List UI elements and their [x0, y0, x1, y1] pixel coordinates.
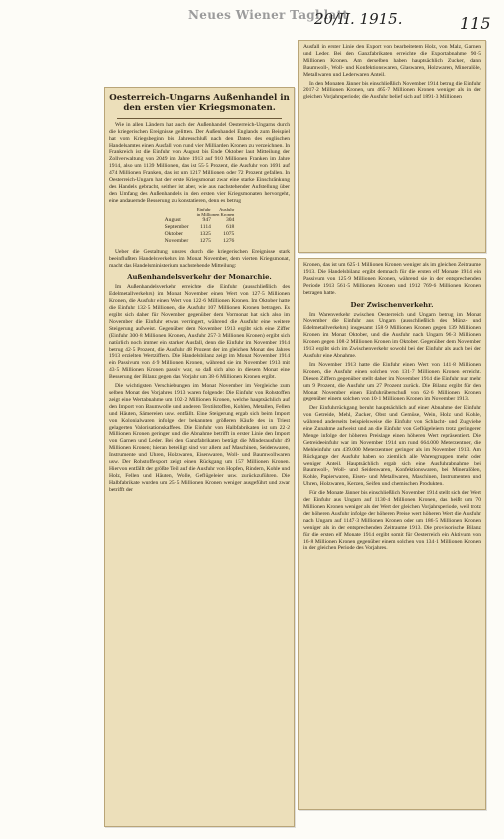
table-cell-month: September [164, 223, 189, 230]
table-cell-export: 1075 [223, 230, 235, 237]
table-cell-import: 947 [202, 216, 211, 223]
trade-table [161, 207, 239, 245]
handwritten-date: 20/II. 1915. [314, 10, 403, 28]
table-row [161, 217, 239, 224]
section2-paragraph: Im November 1913 hatte die Einfuhr einen Wert von 141·8 Millionen Kronen, die Ausfuhr einen solchen von 131·7 Millionen Kronen erreicht. Diesen Ziffern gegenüber stellt daher im November 1914 die Einfuhr nur mehr um 9 Prozent, die Ausfuhr um 27 Prozent zurück. Die Bilanz ergibt für den Monat November einen Einfuhrüberschuß von 62·6 Millionen Kronen gegenüber einem solchen von 10·1 Millionen Kronen im November 1913. [303, 361, 481, 403]
table-row [161, 238, 239, 245]
table-cell-import: 1114 [200, 223, 211, 230]
table-cell-export: 1276 [223, 237, 235, 244]
section-title-foreign-trade: Außenhandelsverkehr der Monarchie. [127, 273, 272, 282]
section-title-intermediate-trade: Der Zwischenverkehr. [350, 300, 434, 309]
col1-paragraph: Ueber die Gestaltung unsres durch die kriegerischen Ereignisse stark beeinflußten Handelsverkehrs im Monat November, dem vierten Kriegsmonat, macht das Handelsministerium nachstehende Mitteilung: [109, 248, 290, 269]
table-cell-month: November [164, 237, 189, 244]
col2a-paragraph: Ausfall in erster Linie den Export von bearbeitetem Holz, von Malz, Garnen und Leder. Bei den Ganzfabrikaten erreichte die Exportabnahme 90·5 Millionen Kronen. Am derselben haben hauptsächlich Zucker, dann Baumwoll-, Woll- und Konfektionswaren, Glaswaren, Holzwaren, Mineralöle, Metallwaren und Lederwaren Anteil. [303, 44, 481, 78]
table-header-export: Ausfuhr [219, 206, 235, 212]
table-cell-month: Oktober [164, 230, 183, 237]
table-cell-import: 1325 [199, 230, 211, 237]
section1-paragraph: Im Außenhandelsverkehr erreichte die Einfuhr (ausschließlich des Edelmetallverkehrs) im Monat November einen Wert von 127·5 Millionen Kronen, die Ausfuhr einen Wert von 122·6 Millionen Kronen. Im Oktober hatte die Einfuhr 132·5 Millionen, die Ausfuhr 107 Millionen Kronen betragen. Es ergibt sich daher für November gegenüber dem Vormonat hat sich also im November die Einfuhr etwas verringert, während die Ausfuhr eine weitere Steigerung aufweist. Gegenüber dem November 1913 ergibt sich eine Ziffer (Einfuhr 300·8 Millionen Kronen, Ausfuhr 257·3 Millionen Kronen) ergibt sich natürlich noch immer ein starker Ausfall, denn die Einfuhr im November 1914 betrug 42·5 Prozent, die Ausfuhr 48 Prozent der im gleichen Monat des Jahres 1913 erzielten Wertziffern. Die Handelsbilanz zeigt im Monat November 1914 ein Passivum von 4·9 Millionen Kronen, während sie im November 1913 mit 43·5 Millionen Kronen passiv war, so daß sich also in diesem Monat eine Besserung der Bilanz gegen das Vorjahr um 38·6 Millionen Kronen ergibt. [109, 284, 290, 381]
newspaper-stamp: Neues Wiener Tagblatt [188, 8, 349, 22]
table-header-unit: in Millionen Kronen [196, 211, 235, 217]
clipping-column-left [104, 87, 295, 827]
clipping-column-right-bottom [298, 258, 486, 810]
section2-paragraph: Für die Monate Jänner bis einschließlich November 1914 stellt sich der Wert der Einfuhr aus Ungarn auf 1130·4 Millionen Kronen, das heißt um 70 Millionen Kronen weniger als der Wert der gleichen Vorjahrsperiode, weil trotz der höheren Ausfuhr infolge der höheren Preise wert höheren Wert die Ausfuhr nach Ungarn auf 1147·3 Millionen Kronen oder um 186·5 Millionen Kronen weniger als in der entsprechenden Zeitraume 1913. Die provisorische Bilanz für die ersten elf Monate 1914 ergibt somit für Oesterreich ein Aktivum von 16·8 Millionen Kronen gegenüber einem solchen von 134·1 Millionen Kronen in der gleichen Periode des Vorjahres. [303, 490, 481, 552]
table-cell-import: 1275 [199, 237, 211, 244]
clipping-column-right-top [298, 40, 486, 253]
section1-paragraph: Die wichtigsten Verschiebungen im Monat November im Vergleiche zum selben Monat des Vorjahres 1913 waren folgende: Die Einfuhr von Rohstoffen zeigt eine Wertabnahme um 102·2 Millionen Kronen, welche hauptsächlich auf den Import von Baumwolle und anderen Textilstoffen, Kohlen, Metallen, Fellen und Häuten, Sämereien usw. entfällt. Eine Steigerung ergab sich beim Import von Kolonialwaren infolge der bekannten größeren Käufe des in Triest gelagerten Valorisationskaffees. Die Einfuhr von Halbfabrikaten ist um 22·2 Millionen Kronen geringer und die Abnahme betrifft in erster Linie den Import von Garnen und Leder. Bei den Ganzfabrikaten beträgt die Minderausfuhr 49 Millionen Kronen; hieran beteiligt sind vor allem auf Maschinen, Seidenwaren, Instrumente und Uhren, Holzwaren, Eisenwaren, Woll- und Baumwollwaren usw. Der Rohstoffexport zeigt einen Rückgang um 157 Millionen Kronen. Hiervon entfällt der größte Teil auf die Ausfuhr von Hopfen, Rindern, Kohle und Holz, Fellen und Häuten, Wolle, Geflügeleier usw. zurückzuführen. Die Halbfabrikate wurden um 25·5 Millionen Kronen weniger ausgeführt und zwar betrifft der [109, 383, 290, 493]
col2a-paragraph: In den Monaten Jänner bis einschließlich November 1914 betrug die Einfuhr 2017·2 Millionen Kronen, um 465·7 Millionen Kronen weniger als in der gleichen Vorjahrsperiode; die Ausfuhr belief sich auf 1891·3 Millionen [303, 80, 481, 101]
table-row [161, 224, 239, 231]
col1-paragraph: Wie in allen Ländern hat auch der Außenhandel Oesterreich-Ungarns durch die kriegerischen Ereignisse gelitten. Der Außenhandel Englands zum Beispiel hat vom Kriegsbeginn bis Jahresschluß nach den Daten des englischen Handelsamtes einen Ausfall von rund vier Milliarden Kronen zu verzeichnen. In Frankreich ist die Einfuhr von August bis Ende Oktober laut Mitteilung der Zollverwaltung von 2049 im Jahre 1913 auf 910 Millionen Franken im Jahre 1914, also um 1139 Millionen, das ist 55·5 Prozent, die Ausfuhr von 1691 auf 474 Millionen Franken, das ist um 1217 Millionen oder 72 Prozent gefallen. In Oesterreich-Ungarn hat der erste Kriegsmonat zwar eine starke Einschränkung des Handels gebracht, seither ist aber, wie aus nachstehender Aufstellung über den Umfang des Außenhandels in den ersten vier Kriegsmonaten hervorgeht, eine andauernde Besserung zu konstatieren, denn es betrug [109, 121, 290, 204]
table-header-import: Einfuhr [196, 206, 211, 212]
title-rule [117, 118, 282, 119]
table-cell-export: 304 [225, 216, 235, 223]
table-cell-export: 618 [225, 223, 235, 230]
col2b-paragraph: Kronen, das ist um 625·1 Millionen Kronen weniger als im gleichen Zeitraume 1913. Die Handelsbilanz ergibt demnach für die ersten elf Monate 1914 ein Passivum von 125·9 Millionen Kronen, während sie in der entsprechenden Periode 1913 561·5 Millionen Kronen und 1912 769·6 Millionen Kronen betragen hatte. [303, 262, 481, 296]
section2-paragraph: Der Einfuhrrückgang beruht hauptsächlich auf einer Abnahme der Einfuhr von Getreide, Mehl, Zucker, Obst und Gemüse, Wein, Holz und Kohle, während anderseits beispielsweise die Einfuhr von Schlacht- und Zugviehe eine Zunahme aufweist und an die Einfuhr von Geflügeleiern trotz geringerer Menge infolge der höheren Preislage einen höheren Wert repräsentiert. Die Getreideeinfuhr war im November 1914 um rund 664.000 Meterzentner, die Mehleinfuhr um 439.000 Meterzentner geringer als im November 1913. Am Rückgange der Ausfuhr haben so ziemlich alle Warengruppen mehr oder weniger Anteil. Hauptsächlich ergab sich eine Ausfuhrabnahme bei Baumwoll-, Woll- und Seidenwaren, Konfektionswaren, bei Mineralölen, Kohle, Papierwaren, Eisen- und Metallwaren, Maschinen, Instrumenten und Uhren, Holzwaren, Kerzen, Seifen und chemischen Produkten. [303, 405, 481, 488]
article-title: Oesterreich-Ungarns Außenhandel in den ersten vier Kriegsmonaten. [109, 93, 290, 114]
section2-paragraph: Im Warenverkehr zwischen Oesterreich und Ungarn betrug im Monat November die Einfuhr aus Ungarn (ausschließlich des Münz- und Edelmetallverkehrs) insgesamt 158·9 Millionen Kronen gegen 139 Millionen Kronen im Monat Oktober, und die Ausfuhr nach Ungarn 96·3 Millionen Kronen gegen 108·2 Millionen Kronen im Oktober. Gegenüber dem November 1913 ergibt sich im Zwischenverkehr sowohl bei der Einfuhr als auch bei der Ausfuhr eine Abnahme. [303, 311, 481, 359]
table-cell-month: August [164, 216, 181, 223]
handwritten-number: 115 [460, 14, 491, 33]
table-row [161, 231, 239, 238]
